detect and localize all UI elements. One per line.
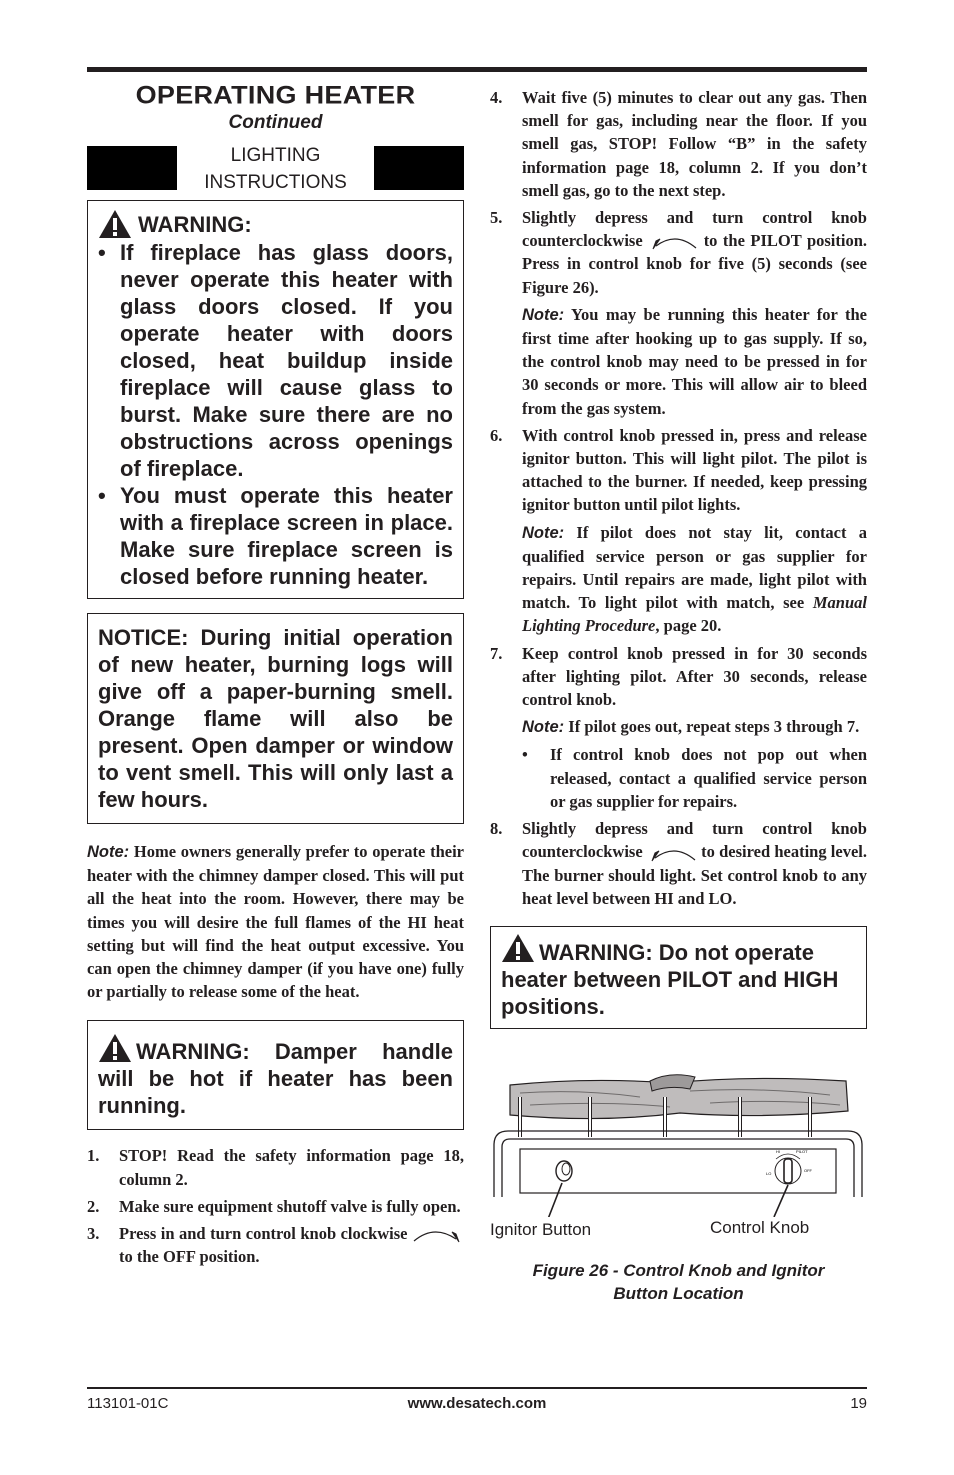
list-item: 7. Keep control knob pressed in for 30 seconds after lighting pilot. After 30 seconds, release control knob. Note: If pilot goes out, repeat steps 3 through 7. • If control knob does not pop out when released, contact a qualified service person or gas supplier for repairs. [490, 642, 867, 813]
header-bar-left [87, 146, 177, 190]
heater-illustration [490, 1067, 867, 1217]
knob-hi-label: HI [776, 1148, 780, 1154]
warning-bullet: • If fireplace has glass doors, never operate this heater with glass doors closed. If you operate heater with doors closed, heat buildup inside fireplace will cause glass to burst. Make sure there are no obstructions across openings of fireplace. [98, 240, 453, 481]
counterclockwise-arrow-icon [647, 845, 697, 863]
steps-list-left [87, 1144, 464, 1268]
warning-bullet: • You must operate this heater with a fireplace screen in place. Make sure fireplace screen is closed before running heater. [98, 483, 453, 589]
figure-caption: Figure 26 - Control Knob and Ignitor Button Location [532, 1260, 825, 1303]
warning-triangle-icon [98, 1033, 132, 1063]
warning-header [98, 209, 453, 239]
list-item: 3. Press in and turn control knob clockwise to the OFF position. [87, 1222, 464, 1268]
list-item: 2. Make sure equipment shutoff valve is fully open. [87, 1196, 461, 1216]
warning-bullet-text: You must operate this heater with a fireplace screen in place. Make sure fireplace screen is closed before running heater. [120, 483, 453, 589]
warning-bullet-text: If fireplace has glass doors, never operate this heater with glass doors closed. If you operate heater with doors closed, heat buildup inside fireplace will cause glass to burst. Make sure there are no obstructions across openings of fireplace. [120, 240, 453, 481]
section-label [177, 142, 374, 193]
steps-list-right [490, 86, 867, 910]
manual-lighting-reference: Manual Lighting Procedure [522, 593, 867, 636]
page-number: 19 [850, 1395, 867, 1412]
list-item: 4. Wait five (5) minutes to clear out any gas. Then smell for gas, including near the floor. If you smell gas, STOP! Follow “B” in the safety information page 18, column 2. If you don’t smell gas, go to the next step. [490, 88, 867, 200]
ignitor-button-label: Ignitor Button [490, 1219, 592, 1239]
section-label-line2: INSTRUCTIONS [204, 172, 347, 193]
knob-off-label: OFF [804, 1167, 812, 1173]
pilot-high-warning-box [490, 926, 867, 1029]
list-item: 8. Slightly depress and turn control knob counterclockwise to desired heating level. The burner should light. Set control knob to any heat level between HI and LO. [490, 819, 867, 908]
knob-pilot-label: PILOT [796, 1148, 808, 1154]
note-label: Note: [87, 843, 130, 861]
damper-warning-text: WARNING: Damper handle will be hot if heater has been running. [98, 1039, 453, 1119]
section-header [87, 145, 464, 193]
header-bar-right [374, 146, 464, 190]
note-text: Home owners generally prefer to operate their heater with the chimney damper closed. This will put all the heat into the room. However, there may be times you will desire the full flames of the HI heat setting but will find the heat output excessive. You can open the chimney damper (if you have one) fully or partially to release some of the heat. [87, 842, 464, 1002]
figure-26 [490, 1067, 867, 1237]
knob-lo-label: LO [766, 1170, 772, 1176]
note-paragraph [87, 840, 464, 1003]
top-rule [87, 67, 867, 72]
footer-rule [87, 1387, 867, 1389]
list-item: 6. With control knob pressed in, press and release ignitor button. This will light pilot. The pilot is attached to the burner. If needed, keep pressing ignitor button until pilot lights. Note: If pilot does not stay lit, contact a qualified service person or gas supplier for repairs. Until repairs are made, light pilot with match. To light pilot with match, see Manual Lighting Procedure, page 20. [490, 425, 867, 636]
counterclockwise-arrow-icon [648, 233, 698, 251]
sub-bullet: • If control knob does not pop out when released, contact a qualified service person or gas supplier for repairs. [522, 745, 867, 811]
warning-triangle-icon [501, 933, 535, 963]
page-subtitle: Continued [228, 112, 323, 133]
notice-box: NOTICE: During initial operation of new heater, burning logs will give off a paper-burning smell. Orange flame will also be present. Open damper or window to vent smell. This will only last a few hours. [87, 613, 464, 824]
clockwise-arrow-icon [412, 1226, 464, 1244]
section-label-line1: LIGHTING [230, 145, 321, 166]
pilot-high-warning-text: WARNING: Do not operate heater between PILOT and HIGH positions. [501, 939, 839, 1019]
glass-doors-warning-box [87, 200, 464, 599]
right-column [490, 86, 867, 1305]
left-column [87, 80, 464, 1272]
list-item: 1. STOP! Read the safety information page 18, column 2. [87, 1146, 464, 1189]
control-knob-label: Control Knob [710, 1217, 810, 1237]
damper-warning-box [87, 1020, 464, 1130]
warning-title: WARNING: [138, 211, 252, 237]
website-link[interactable]: www.desatech.com [407, 1395, 547, 1412]
part-number: 113101-01C [87, 1395, 169, 1412]
list-item: 5. Slightly depress and turn control knob counterclockwise to the PILOT position. Press in control knob for five (5) seconds (see Figure 26). Note: You may be running this heater for the first time after hooking up to gas supply. If so, the control knob may need to be pressed in for 30 seconds or more. This will allow air to bleed from the gas system. [490, 208, 868, 418]
warning-triangle-icon [98, 209, 132, 239]
page-title: OPERATING HEATER [135, 81, 416, 109]
